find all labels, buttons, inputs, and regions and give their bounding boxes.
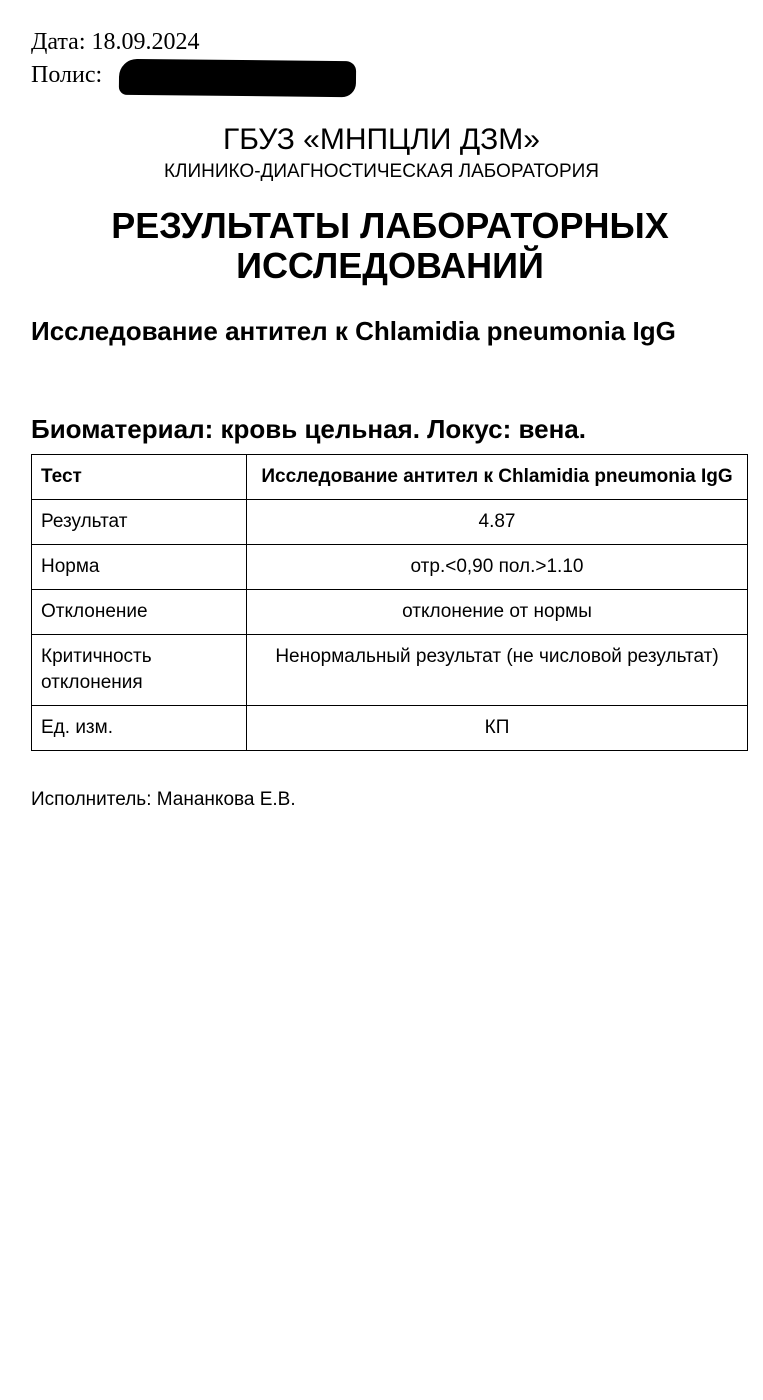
date-line: Дата: 18.09.2024 [31, 29, 200, 55]
table-row-deviation [32, 590, 748, 635]
row-value: отклонение от нормы [247, 590, 748, 635]
row-value: отр.<0,90 пол.>1.10 [247, 545, 748, 590]
table-row-result [32, 500, 748, 545]
row-label: Ед. изм. [32, 706, 247, 751]
policy-redaction [119, 59, 356, 97]
department-name: КЛИНИКО-ДИАГНОСТИЧЕСКАЯ ЛАБОРАТОРИЯ [163, 161, 599, 182]
table-row-criticality [32, 635, 748, 706]
row-label: Отклонение [32, 590, 247, 635]
table-row-unit [32, 706, 748, 751]
row-label: Критичность отклонения [32, 635, 247, 706]
row-label: Норма [32, 545, 247, 590]
organization-name: ГБУЗ «МНПЦЛИ ДЗМ» [223, 123, 540, 156]
document-title: РЕЗУЛЬТАТЫ ЛАБОРАТОРНЫХ ИССЛЕДОВАНИЙ [111, 205, 669, 286]
table-row-norm [32, 545, 748, 590]
table-header-row [32, 455, 748, 500]
performer-line: Исполнитель: Мананкова Е.В. [31, 789, 296, 810]
results-table [31, 454, 748, 751]
table-header-label: Тест [32, 455, 247, 500]
policy-label: Полис: [31, 62, 103, 88]
row-value: 4.87 [247, 500, 748, 545]
study-title: Исследование антител к Chlamidia pneumonia IgG [31, 316, 676, 346]
table-header-value: Исследование антител к Chlamidia pneumonia IgG [247, 455, 748, 500]
row-value: КП [247, 706, 748, 751]
row-value: Ненормальный результат (не числовой результат) [247, 635, 748, 706]
row-label: Результат [32, 500, 247, 545]
biomaterial-line: Биоматериал: кровь цельная. Локус: вена. [31, 414, 586, 444]
